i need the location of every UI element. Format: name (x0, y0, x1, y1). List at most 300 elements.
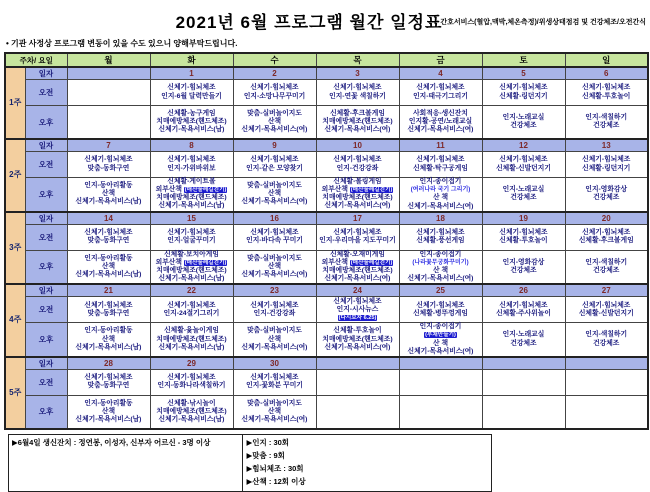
program-line: 인지-우리마을 지도꾸미기 (319, 237, 396, 245)
schedule-cell (233, 152, 316, 178)
program-line: 신체기-힘뇌체조 (333, 84, 382, 92)
date-number: 26 (482, 284, 565, 297)
program-line: 치매예방체조(핸드체조) (156, 266, 227, 274)
date-number: 15 (150, 212, 233, 225)
week-label: 5주 (5, 357, 25, 429)
program-line: 신체기-목욕서비스(여) (407, 202, 474, 210)
schedule-cell (150, 250, 233, 284)
morning-row (5, 152, 648, 178)
program-line: 신체기-목욕서비스(여) (407, 126, 474, 134)
date-number: 17 (316, 212, 399, 225)
schedule-cell (399, 369, 482, 395)
weekday-header: 목 (316, 53, 399, 67)
program-line: 신체기-힘뇌체조 (333, 297, 382, 305)
program-line: 신체기-힘뇌체조 (250, 156, 299, 164)
program-line: 산 책 (432, 194, 449, 202)
schedule-cell (233, 106, 316, 140)
week-label: 2주 (5, 139, 25, 212)
program-line (317, 314, 399, 322)
highlight-badge: (매산둘레길걷기) (184, 187, 227, 194)
stat-brain-gym: ▶힘뇌체조 : 30회 (246, 463, 304, 473)
date-number: 3 (316, 67, 399, 80)
schedule-cell (67, 323, 150, 357)
date-number: 8 (150, 139, 233, 152)
pm-label: 오후 (25, 178, 67, 212)
schedule-cell (67, 106, 150, 140)
program-line: 신체활-투호놀이 (499, 237, 548, 245)
program-line: 산책 (267, 407, 282, 415)
program-line: 신체활-농구게임 (167, 109, 216, 117)
date-number: 27 (565, 284, 648, 297)
am-label: 오전 (25, 152, 67, 178)
afternoon-row (5, 250, 648, 284)
weekday-header: 일 (565, 53, 648, 67)
date-label: 일자 (25, 284, 67, 297)
date-number: 13 (565, 139, 648, 152)
program-line: 신체기-힘뇌체조 (250, 229, 299, 236)
program-line: 신체활-병뚜껑게임 (413, 309, 468, 317)
schedule-cell (482, 80, 565, 106)
program-line: 인지-얼굴꾸미기 (167, 237, 216, 245)
program-line: 신체활-윷놀이게임 (164, 327, 219, 335)
date-number: 30 (233, 357, 316, 370)
program-line: 신체기-힘뇌체조 (582, 156, 631, 164)
schedule-cell (67, 369, 150, 395)
schedule-cell (565, 224, 648, 250)
schedule-cell (482, 152, 565, 178)
date-number (316, 357, 399, 370)
program-line: 건강체조 (593, 122, 620, 129)
program-line: 신체기-힘뇌체조 (167, 229, 216, 236)
program-line: 치매예방체조(핸드체조) (322, 335, 393, 343)
schedule-cell (233, 323, 316, 357)
schedule-cell (67, 297, 150, 323)
schedule-cell (565, 178, 648, 212)
schedule-cell (150, 224, 233, 250)
date-row (5, 139, 648, 152)
date-number: 23 (233, 284, 316, 297)
program-line: 치매예방체조(핸드체조) (322, 266, 393, 274)
program-line: 인지-가위바위보 (167, 164, 216, 172)
schedule-cell (482, 178, 565, 212)
schedule-cell (482, 395, 565, 429)
weekday-header: 금 (399, 53, 482, 67)
date-label: 일자 (25, 139, 67, 152)
pm-label: 오후 (25, 395, 67, 429)
week-day-corner-cell: 주차/ 요일 (5, 53, 67, 67)
program-line: 신체기-목욕서비스(여) (241, 198, 308, 206)
program-line: 인지-24절기그리기 (163, 309, 220, 317)
program-line: 신체기-힘뇌체조 (499, 84, 548, 92)
program-line: 신체기-힘뇌체조 (167, 156, 216, 164)
program-line: 신체활-낚시놀이 (167, 399, 216, 407)
date-label: 일자 (25, 212, 67, 225)
schedule-cell (233, 178, 316, 212)
week-label: 1주 (5, 67, 25, 139)
program-line: 신체기-목욕서비스(남) (158, 202, 225, 210)
program-line: 인지-영화감상 (585, 186, 628, 194)
schedule-cell (316, 178, 399, 212)
date-number: 22 (150, 284, 233, 297)
schedule-cell (150, 369, 233, 395)
program-line: 치매예방체조(핸드체조) (156, 335, 227, 343)
schedule-cell (482, 297, 565, 323)
date-number: 14 (67, 212, 150, 225)
schedule-cell (316, 106, 399, 140)
weekday-header-row (5, 53, 648, 67)
program-line: 산 책 (432, 267, 449, 274)
stat-custom: ▶맞춤 : 9회 (246, 450, 285, 460)
program-line: 산책 (101, 190, 116, 198)
afternoon-row (5, 323, 648, 357)
program-line: 치매예방체조(핸드체조) (322, 117, 393, 125)
schedule-cell (67, 152, 150, 178)
program-line: 맞춤-실버놀이지도 (247, 327, 302, 335)
schedule-cell (316, 369, 399, 395)
program-line: 인지-시사뉴스 (336, 305, 379, 313)
program-line: 신체기-힘뇌체조 (416, 84, 465, 92)
date-row (5, 357, 648, 370)
program-line: 건강체조 (593, 194, 620, 202)
program-line: 신체기-힘뇌체조 (416, 156, 465, 164)
schedule-cell (482, 250, 565, 284)
afternoon-row (5, 106, 648, 140)
schedule-cell (150, 152, 233, 178)
program-line: 신체기-힘뇌체조 (167, 301, 216, 309)
program-line: 산 책 (432, 339, 449, 347)
program-line: 신체활-후크볼게임 (578, 237, 634, 245)
date-number: 10 (316, 139, 399, 152)
date-number: 24 (316, 284, 399, 297)
program-line: 맞춤-실버놀이지도 (247, 399, 302, 407)
program-line: 건강체조 (593, 266, 620, 274)
program-line: 신체기-힘뇌체조 (250, 301, 299, 309)
schedule-cell (67, 224, 150, 250)
program-line: 신체기-힘뇌체조 (499, 156, 548, 164)
schedule-cell (233, 250, 316, 284)
program-line: 외부산책 (매산둘레길걷기) (155, 258, 227, 266)
date-number: 20 (565, 212, 648, 225)
schedule-cell (316, 80, 399, 106)
morning-row (5, 369, 648, 395)
schedule-cell (233, 297, 316, 323)
schedule-cell (233, 395, 316, 429)
program-line: 신체활-풍선게임 (416, 237, 465, 245)
program-line: 신체기-목욕서비스(여) (241, 271, 308, 279)
program-line: 신체기-목욕서비스(여) (324, 343, 391, 351)
schedule-cell (67, 250, 150, 284)
program-line: 신체기-목욕서비스(남) (75, 343, 142, 351)
program-line: 산책 (101, 335, 116, 343)
title-bar (0, 0, 650, 34)
program-line: 신체활-탁구공게임 (413, 164, 468, 172)
schedule-cell (67, 178, 150, 212)
schedule-cell (316, 152, 399, 178)
program-line: 인지-6월 달력만들기 (161, 92, 222, 100)
program-line: 신체기-힘뇌체조 (167, 84, 216, 92)
program-line: 인지-종이접기 (419, 178, 462, 185)
program-line: 신체활-오재미게임 (330, 250, 385, 258)
program-line: 인지-색칠하기 (585, 331, 628, 339)
program-line: 산책 (267, 117, 282, 125)
date-number: 28 (67, 357, 150, 370)
program-line: 인지-종이접기 (419, 323, 462, 331)
morning-row (5, 80, 648, 106)
program-line: 인지-태극기그리기 (413, 92, 468, 100)
schedule-cell (399, 178, 482, 212)
program-line: 맞춤-실버놀이지도 (247, 182, 302, 190)
program-line: 건강체조 (510, 339, 537, 347)
program-line: 신체기-목욕서비스(여) (241, 126, 308, 134)
schedule-cell (565, 323, 648, 357)
schedule-cell (233, 369, 316, 395)
program-line: 인지-색칠하기 (585, 258, 628, 266)
program-line: 신체기-힘뇌체조 (582, 229, 631, 236)
program-line: 인지-동화나라색칠하기 (157, 382, 226, 390)
program-line: 맞춤-동화구연 (87, 237, 130, 245)
date-number: 2 (233, 67, 316, 80)
schedule-cell (565, 369, 648, 395)
program-line: 건강체조 (510, 194, 537, 202)
program-line: 신체기-목욕서비스(남) (158, 275, 225, 283)
schedule-cell (482, 369, 565, 395)
program-line: 신체기-힘뇌체조 (84, 156, 133, 164)
schedule-cell (399, 323, 482, 357)
date-number: 4 (399, 67, 482, 80)
program-line: 인지-노래교실 (502, 186, 545, 194)
morning-row (5, 297, 648, 323)
schedule-cell (399, 106, 482, 140)
schedule-cell (67, 395, 150, 429)
schedule-cell (565, 80, 648, 106)
program-line: 치매예방체조(핸드체조) (156, 117, 227, 125)
weekday-header: 화 (150, 53, 233, 67)
date-number: 12 (482, 139, 565, 152)
program-line (400, 259, 482, 267)
am-label: 오전 (25, 80, 67, 106)
program-count-list (243, 435, 491, 491)
disclaimer-note: • 기관 사정상 프로그램 변동이 있을 수도 있으니 양해부탁드립니다. (6, 39, 238, 48)
program-line: 맞춤-동화구연 (87, 382, 130, 390)
weekday-header: 수 (233, 53, 316, 67)
highlight-badge: (매산둘레길걷기) (350, 187, 393, 194)
program-line: 인지-건강강좌 (336, 164, 379, 172)
date-number: 7 (67, 139, 150, 152)
birthday-note: ▶6월4일 생신잔치 : 정연봉, 이성자, 신부자 어르신 - 3명 이상 (9, 435, 243, 491)
schedule-cell (565, 152, 648, 178)
date-number: 6 (565, 67, 648, 80)
program-line: 인지-연꽃 색칠하기 (329, 92, 386, 100)
date-label: 일자 (25, 357, 67, 370)
program-line: 산책 (267, 335, 282, 343)
schedule-cell (565, 395, 648, 429)
program-line: 신체기-힘뇌체조 (167, 374, 216, 382)
date-label: 일자 (25, 67, 67, 80)
program-line: 산책 (267, 262, 282, 270)
schedule-cell (565, 297, 648, 323)
program-line: 신체기-목욕서비스(남) (158, 343, 225, 351)
program-line: 신체기-목욕서비스(여) (324, 126, 391, 134)
schedule-cell (399, 80, 482, 106)
program-line: 신체기-목욕서비스(여) (407, 347, 474, 355)
week-label: 3주 (5, 212, 25, 285)
program-line: 신체활-투호놀이 (333, 327, 382, 335)
program-line: 신체기-힘뇌체조 (416, 301, 465, 309)
page-title: 2021년 6월 프로그램 월간 일정표 (175, 13, 443, 32)
schedule-cell (316, 297, 399, 323)
program-line: 맞춤-실버놀이지도 (247, 254, 302, 262)
program-line: 신체활-투호놀이 (582, 92, 631, 100)
date-number: 11 (399, 139, 482, 152)
monthly-schedule-table (4, 52, 649, 430)
highlight-text: (나라꽃무궁화꾸미기) (412, 259, 469, 266)
weekday-header: 토 (482, 53, 565, 67)
schedule-cell (233, 224, 316, 250)
program-line (400, 331, 482, 339)
program-line: 외부산책 (매산둘레길걷기) (321, 258, 393, 266)
program-line: 신체활-보치아게임 (164, 250, 219, 258)
schedule-cell (482, 106, 565, 140)
schedule-cell (399, 152, 482, 178)
date-number (67, 67, 150, 80)
program-line: 외부산책 (매산둘레길걷기) (155, 186, 227, 194)
schedule-cell (399, 297, 482, 323)
schedule-cell (150, 323, 233, 357)
highlight-badge: (부채만들기) (425, 332, 456, 339)
date-number: 21 (67, 284, 150, 297)
program-line: 인지활-공연/노래교실 (408, 117, 473, 125)
program-line: 신체활-신발던지기 (578, 309, 634, 317)
weekday-header: 월 (67, 53, 150, 67)
program-line: 신체기-힘뇌체조 (582, 301, 631, 309)
program-line: 신체기-힘뇌체조 (499, 301, 548, 309)
program-line: 신체기-힘뇌체조 (333, 156, 382, 164)
program-line: 신체활-주사위놀이 (496, 309, 551, 317)
program-line: 치매예방체조(핸드체조) (156, 407, 227, 415)
date-number: 5 (482, 67, 565, 80)
program-line: 신체활-링던지기 (582, 164, 631, 172)
program-line: 신체기-힘뇌체조 (84, 301, 133, 309)
pm-label: 오후 (25, 323, 67, 357)
program-line: 신체기-목욕서비스(남) (75, 416, 142, 424)
program-line: 신체기-목욕서비스(여) (407, 275, 474, 283)
program-line: 인지-노래교실 (502, 113, 545, 121)
program-line: 신체기-목욕서비스(남) (158, 126, 225, 134)
program-line: 신체기-목욕서비스(여) (324, 202, 391, 210)
pm-label: 오후 (25, 250, 67, 284)
program-line: 신체활-링던지기 (499, 92, 548, 100)
am-label: 오전 (25, 297, 67, 323)
program-line: 인지-바다속 꾸미기 (246, 237, 303, 245)
stat-cognitive: ▶인지 : 30회 (246, 437, 290, 447)
schedule-cell (150, 297, 233, 323)
date-number: 1 (150, 67, 233, 80)
program-line: 신체기-힘뇌체조 (250, 84, 299, 92)
program-line: 인지-동아리활동 (84, 254, 133, 262)
schedule-cell (316, 395, 399, 429)
date-number (482, 357, 565, 370)
program-line: 신체기-목욕서비스(여) (241, 343, 308, 351)
highlight-badge: (매산둘레길걷기) (184, 259, 227, 266)
program-line: 인지-소망나무꾸미기 (243, 92, 306, 100)
schedule-cell (399, 395, 482, 429)
program-line: 신체활-신발던지기 (496, 164, 551, 172)
schedule-cell (316, 323, 399, 357)
schedule-cell (482, 224, 565, 250)
program-line: 신체기-힘뇌체조 (333, 229, 382, 236)
program-line: 신체기-힘뇌체조 (84, 229, 133, 236)
program-line: 치매예방체조(핸드체조) (322, 194, 393, 202)
program-line: 신체기-목욕서비스(남) (75, 271, 142, 279)
date-number: 9 (233, 139, 316, 152)
schedule-cell (150, 106, 233, 140)
nursing-service-note: 간호서비스(혈압,맥박,체온측정)/위생상태점검 및 건강체조/오전간식 (440, 19, 646, 26)
program-line: 외부산책 (매산둘레길걷기) (321, 186, 393, 194)
stat-walk: ▶산책 : 12회 이상 (246, 476, 306, 486)
pm-label: 오후 (25, 106, 67, 140)
program-line: 인지-노래교실 (502, 331, 545, 339)
schedule-cell (399, 250, 482, 284)
program-line: 인지-색칠하기 (585, 113, 628, 121)
program-line: 인지-영화감상 (502, 258, 545, 266)
date-number (399, 357, 482, 370)
program-line: 맞춤-실버놀이지도 (247, 109, 302, 117)
am-label: 오전 (25, 369, 67, 395)
program-line: 신체기-목욕서비스(여) (324, 275, 391, 283)
week-label: 4주 (5, 284, 25, 357)
schedule-cell (482, 323, 565, 357)
date-row (5, 284, 648, 297)
schedule-cell (233, 80, 316, 106)
schedule-cell (399, 224, 482, 250)
schedule-cell (316, 250, 399, 284)
program-line: 신체기-힘뇌체조 (582, 84, 631, 92)
program-line: 신체기-힘뇌체조 (499, 229, 548, 236)
schedule-cell (565, 106, 648, 140)
date-number: 25 (399, 284, 482, 297)
program-line: 신체기-힘뇌체조 (84, 374, 133, 382)
program-line: 신체기-목욕서비스(남) (158, 416, 225, 424)
am-label: 오전 (25, 224, 67, 250)
date-number: 19 (482, 212, 565, 225)
program-line: 건강체조 (593, 339, 620, 347)
program-line: 신체기-목욕서비스(여) (241, 416, 308, 424)
schedule-cell (316, 224, 399, 250)
date-row (5, 67, 648, 80)
program-line: 신체활-볼링게임 (333, 178, 382, 186)
schedule-cell (150, 178, 233, 212)
date-row (5, 212, 648, 225)
program-line: 산책 (101, 262, 116, 270)
program-line: 신체활-후크볼게임 (330, 109, 385, 117)
program-line: 인지-동아리활동 (84, 399, 133, 407)
footer-summary-box (8, 434, 492, 492)
date-number: 18 (399, 212, 482, 225)
date-number: 16 (233, 212, 316, 225)
program-line: 신체활-게이트볼 (167, 178, 216, 186)
date-number (565, 357, 648, 370)
program-line: 산책 (267, 190, 282, 198)
schedule-cell (67, 80, 150, 106)
program-line: 건강체조 (510, 266, 537, 274)
highlight-badge: (매산둘레길걷기) (350, 259, 393, 266)
program-line: 신체기-힘뇌체조 (416, 229, 465, 236)
schedule-cell (150, 395, 233, 429)
program-line: 건강체조 (510, 122, 537, 129)
program-line: 신체기-목욕서비스(남) (75, 198, 142, 206)
program-line: 인지-종이접기 (419, 250, 462, 258)
program-line: 치매예방체조(핸드체조) (156, 194, 227, 202)
